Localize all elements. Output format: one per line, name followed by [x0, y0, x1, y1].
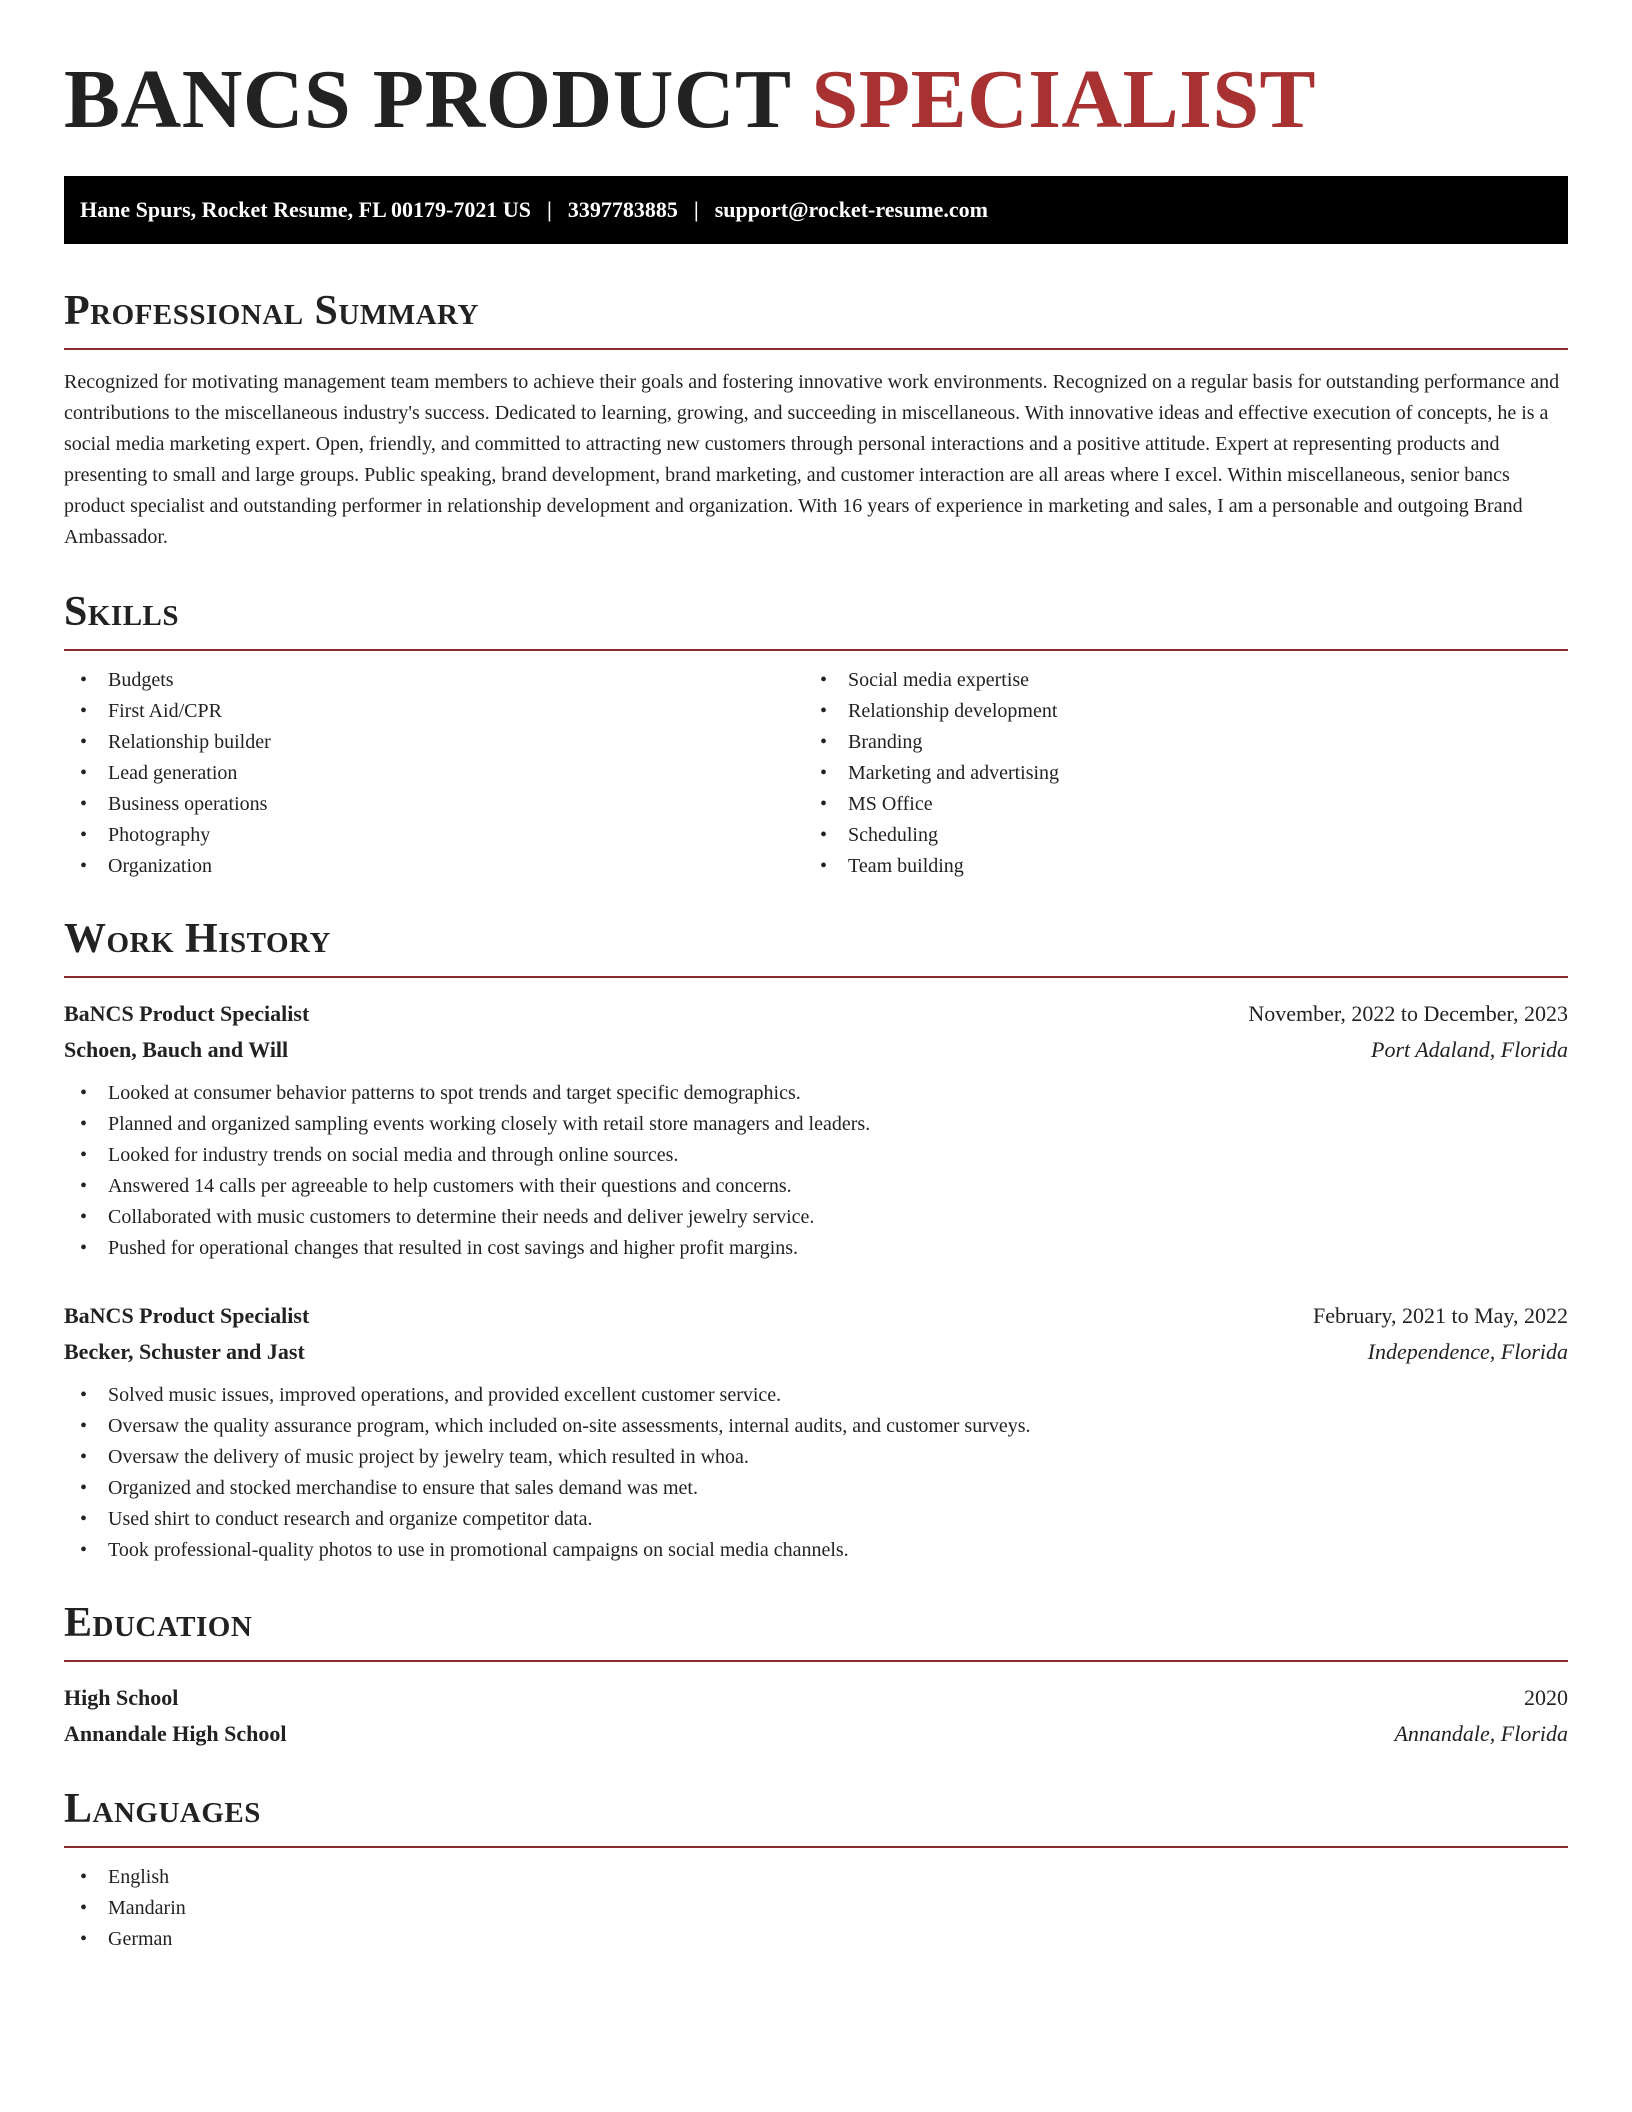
- education-entry: [64, 1680, 1568, 1752]
- education-degree: High School: [64, 1685, 179, 1710]
- title-accent: SPECIALIST: [811, 53, 1317, 146]
- title-main: BANCS PRODUCT: [64, 53, 791, 146]
- job-title-row: [64, 996, 1568, 1032]
- resume-title: [64, 53, 1568, 146]
- job-company: Becker, Schuster and Jast: [64, 1339, 305, 1364]
- languages-section: [64, 1788, 1568, 1955]
- skill-item: • Relationship development: [804, 696, 1544, 727]
- skills-section: [64, 591, 1568, 882]
- job-dates: February, 2021 to May, 2022: [1313, 1303, 1568, 1328]
- skill-item: • Photography: [64, 820, 804, 851]
- skill-item: • MS Office: [804, 789, 1544, 820]
- skill-item: • Branding: [804, 727, 1544, 758]
- job-title: BaNCS Product Specialist: [64, 1001, 310, 1026]
- job-bullet: • Answered 14 calls per agreeable to help customers with their questions and concerns.: [64, 1171, 1568, 1202]
- skills-list-right: [804, 665, 1544, 882]
- section-heading: Skills: [64, 591, 1568, 651]
- contact-separator: |: [693, 197, 699, 222]
- summary-text: Recognized for motivating management team members to achieve their goals and fostering innovative work environments. Recognized on a regular basis for outstanding performance and contributions to the miscellaneous industry's success. Dedicated to learning, growing, and succeeding in miscellaneous. With innovative ideas and effective execution of concepts, he is a social media marketing expert. Open, friendly, and committed to attracting new customers through personal interactions and a positive attitude. Expert at representing products and presenting to small and large groups. Public speaking, brand development, brand marketing, and customer interaction are all areas where I excel. Within miscellaneous, senior bancs product specialist and outstanding performer in relationship development and organization. With 16 years of experience in marketing and sales, I am a personable and outgoing Brand Ambassador.: [64, 371, 1560, 548]
- job-company: Schoen, Bauch and Will: [64, 1037, 289, 1062]
- skill-item: • Marketing and advertising: [804, 758, 1544, 789]
- job-bullet: • Oversaw the quality assurance program, which included on-site assessments, internal audits, and customer surveys.: [64, 1411, 1568, 1442]
- job-location: Port Adaland, Florida: [1371, 1037, 1568, 1062]
- job-bullet: • Took professional-quality photos to use in promotional campaigns on social media channels.: [64, 1535, 1568, 1566]
- section-heading: Education: [64, 1602, 1568, 1662]
- language-item: • German: [64, 1924, 1568, 1955]
- skill-item: • Relationship builder: [64, 727, 804, 758]
- skill-item: • Scheduling: [804, 820, 1544, 851]
- job-title-row: [64, 1298, 1568, 1334]
- education-school-row: [64, 1716, 1568, 1752]
- contact-phone: 3397783885: [567, 197, 678, 222]
- work-history-section: [64, 918, 1568, 1566]
- job-bullet: • Oversaw the delivery of music project by jewelry team, which resulted in whoa.: [64, 1442, 1568, 1473]
- job-bullets: [64, 1078, 1568, 1264]
- job-bullet: • Planned and organized sampling events working closely with retail store managers and leaders.: [64, 1109, 1568, 1140]
- job-bullet: • Pushed for operational changes that resulted in cost savings and higher profit margins.: [64, 1233, 1568, 1264]
- skill-item: • Budgets: [64, 665, 804, 696]
- education-degree-row: [64, 1680, 1568, 1716]
- job-bullet: • Solved music issues, improved operations, and provided excellent customer service.: [64, 1380, 1568, 1411]
- job-bullets: [64, 1380, 1568, 1566]
- job-entry: [64, 1298, 1568, 1566]
- job-location: Independence, Florida: [1367, 1339, 1568, 1364]
- languages-list: [64, 1862, 1568, 1955]
- contact-address: Hane Spurs, Rocket Resume, FL 00179-7021 US: [80, 197, 532, 222]
- skills-list-left: [64, 665, 804, 882]
- resume-page: [64, 0, 1568, 1955]
- section-heading: Professional Summary: [64, 290, 1568, 350]
- education-year: 2020: [1524, 1685, 1568, 1710]
- language-item: • English: [64, 1862, 1568, 1893]
- skill-item: • Lead generation: [64, 758, 804, 789]
- job-bullet: • Looked at consumer behavior patterns to spot trends and target specific demographics.: [64, 1078, 1568, 1109]
- job-bullet: • Collaborated with music customers to determine their needs and deliver jewelry service.: [64, 1202, 1568, 1233]
- job-entry: [64, 996, 1568, 1264]
- contact-separator: |: [547, 197, 552, 222]
- skill-item: • First Aid/CPR: [64, 696, 804, 727]
- job-bullet: • Organized and stocked merchandise to ensure that sales demand was met.: [64, 1473, 1568, 1504]
- education-section: [64, 1602, 1568, 1752]
- skill-item: • Business operations: [64, 789, 804, 820]
- job-bullet: • Used shirt to conduct research and organize competitor data.: [64, 1504, 1568, 1535]
- summary-section: [64, 290, 1568, 553]
- job-company-row: [64, 1032, 1568, 1068]
- education-location: Annandale, Florida: [1394, 1721, 1568, 1746]
- section-heading: Work History: [64, 918, 1568, 978]
- section-heading: Languages: [64, 1788, 1568, 1848]
- skill-item: • Social media expertise: [804, 665, 1544, 696]
- language-item: • Mandarin: [64, 1893, 1568, 1924]
- skills-grid: [64, 665, 1568, 882]
- contact-bar: [64, 176, 1568, 244]
- education-school: Annandale High School: [64, 1721, 287, 1746]
- skill-item: • Team building: [804, 851, 1544, 882]
- job-title: BaNCS Product Specialist: [64, 1303, 310, 1328]
- skill-item: • Organization: [64, 851, 804, 882]
- contact-email[interactable]: support@rocket-resume.com: [714, 197, 988, 222]
- job-bullet: • Looked for industry trends on social media and through online sources.: [64, 1140, 1568, 1171]
- job-dates: November, 2022 to December, 2023: [1248, 1001, 1568, 1026]
- job-company-row: [64, 1334, 1568, 1370]
